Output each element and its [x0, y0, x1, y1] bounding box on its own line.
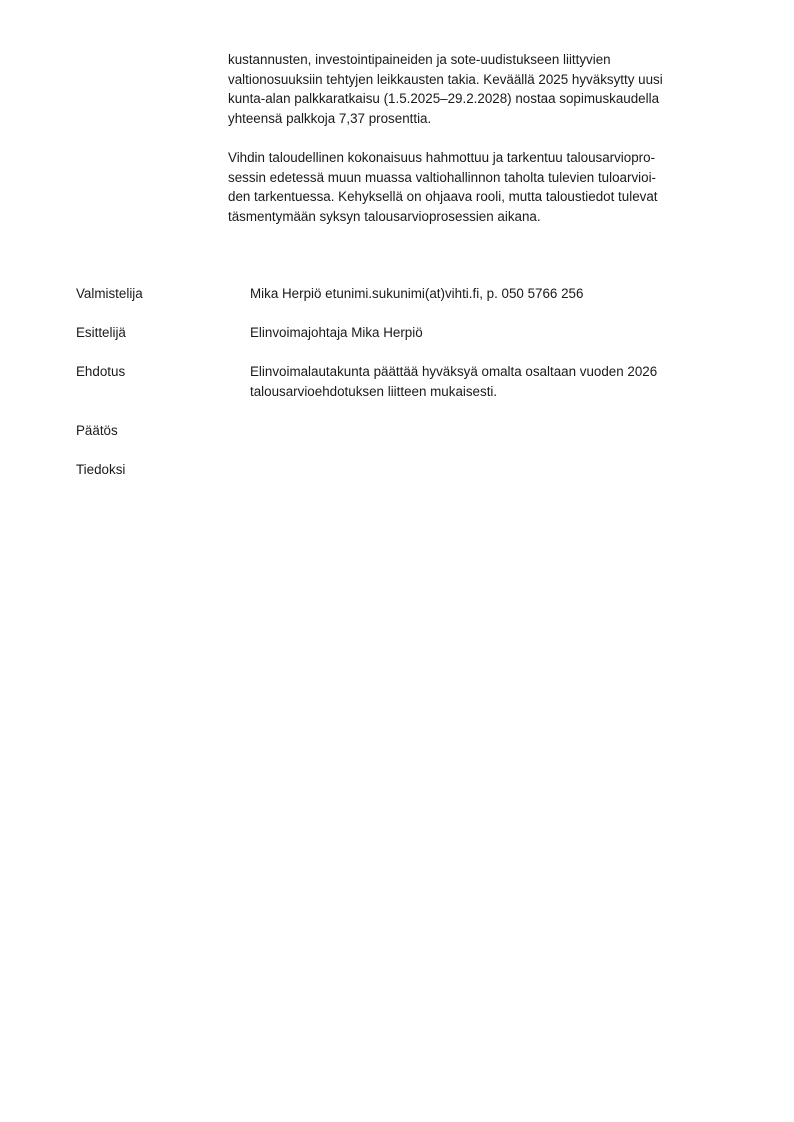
field-value-line: Elinvoimalautakunta päättää hyväksyä omalta osaltaan vuoden 2026 — [250, 364, 658, 379]
field-label-tiedoksi: Tiedoksi — [76, 462, 126, 477]
paragraph-line: kustannusten, investointipaineiden ja sote-uudistukseen liittyvien — [228, 52, 611, 67]
paragraph-line: sessin edetessä muun muassa valtiohallinnon taholta tulevien tuloarvioi- — [228, 169, 657, 185]
field-label-valmistelija: Valmistelija — [76, 286, 143, 301]
field-value-line: talousarvioehdotuksen liitteen mukaisesti. — [250, 383, 498, 399]
paragraph-line: valtionosuuksiin tehtyjen leikkausten takia. Keväällä 2025 hyväksytty uusi — [228, 71, 663, 87]
field-value-esittelija: Elinvoimajohtaja Mika Herpiö — [250, 325, 423, 340]
field-label-ehdotus: Ehdotus — [76, 364, 126, 379]
field-value-valmistelija: Mika Herpiö etunimi.sukunimi(at)vihti.fi, p. 050 5766 256 — [250, 286, 584, 301]
body-paragraph-1 — [228, 50, 718, 128]
field-label-paatos: Päätös — [76, 423, 118, 438]
paragraph-line: yhteensä palkkoja 7,37 prosenttia. — [228, 110, 432, 126]
paragraph-line: den tarkentuessa. Kehyksellä on ohjaava rooli, mutta taloustiedot tulevat — [228, 189, 658, 204]
field-label-esittelija: Esittelijä — [76, 325, 126, 340]
field-value-ehdotus — [250, 362, 730, 401]
paragraph-line: täsmentymään syksyn talousarvioprosessien aikana. — [228, 208, 541, 224]
paragraph-line: kunta-alan palkkaratkaisu (1.5.2025–29.2.2028) nostaa sopimuskaudella — [228, 91, 660, 106]
paragraph-line: Vihdin taloudellinen kokonaisuus hahmottuu ja tarkentuu talousarviopro- — [228, 150, 656, 165]
body-paragraph-2 — [228, 148, 718, 226]
